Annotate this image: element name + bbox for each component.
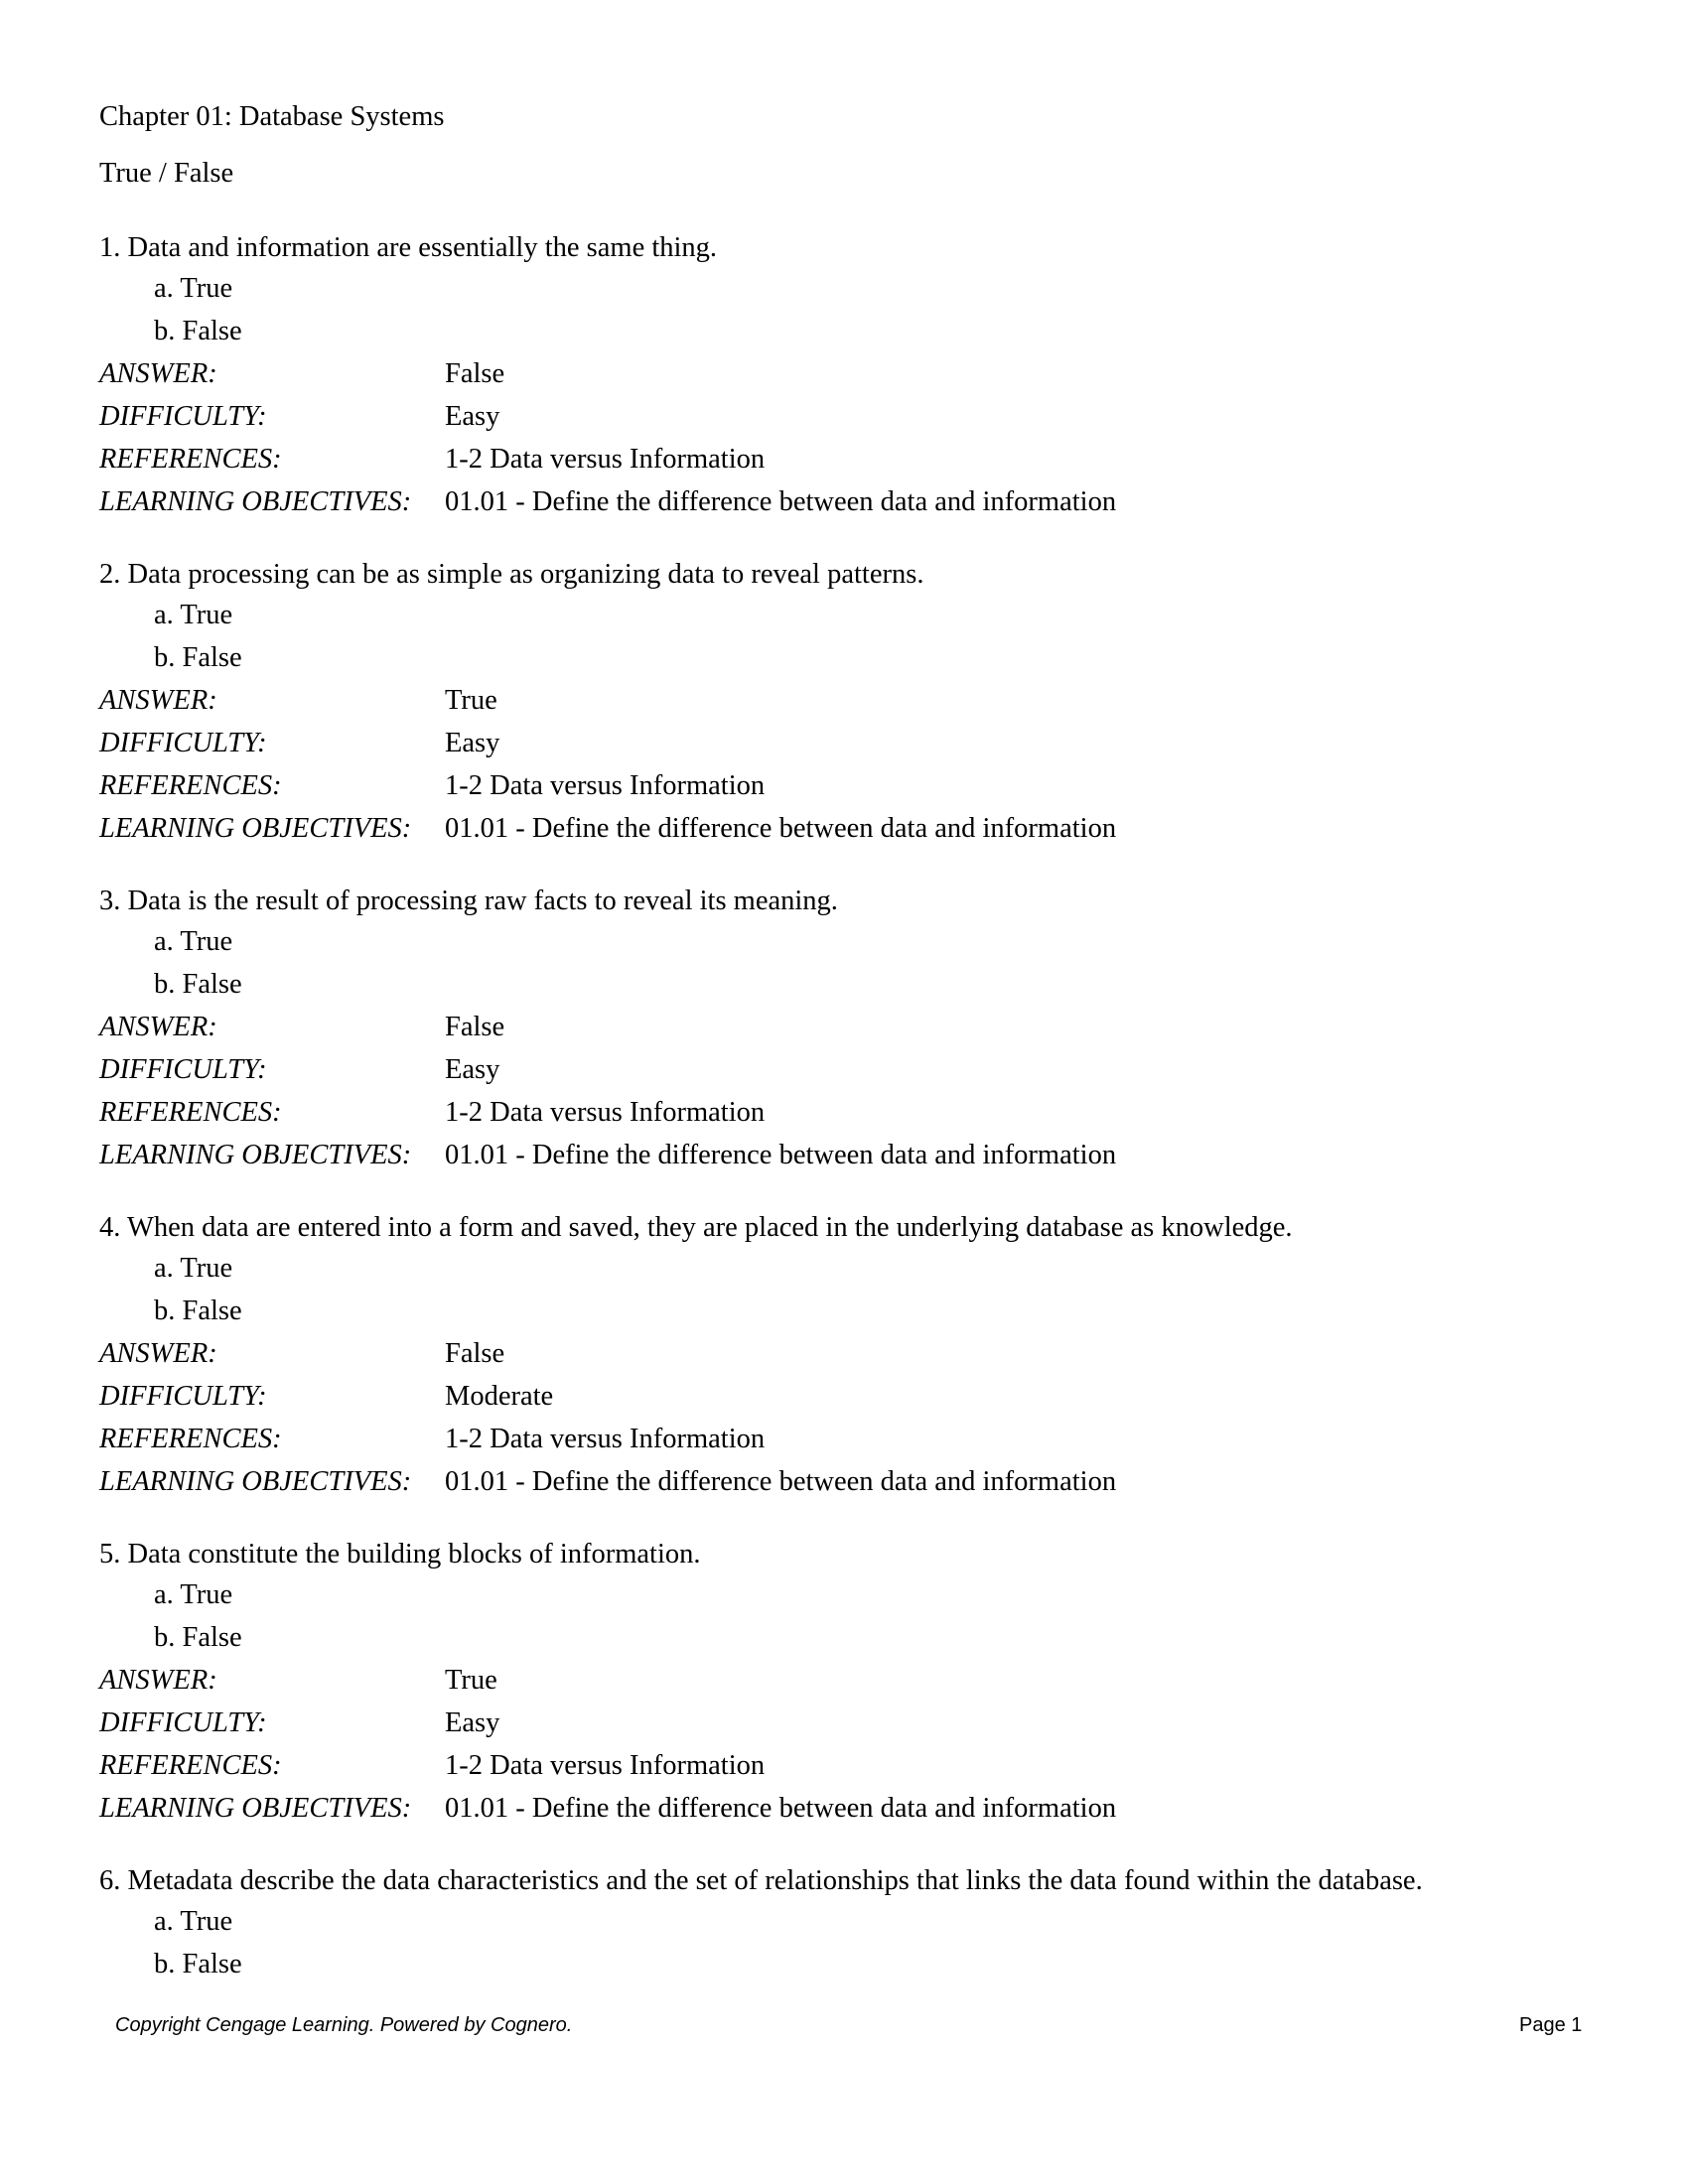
references-label: REFERENCES: <box>99 1097 282 1128</box>
option-b: b. False <box>154 316 242 346</box>
difficulty-value: Moderate <box>445 1381 554 1412</box>
section-title: True / False <box>99 158 234 189</box>
option-b: b. False <box>154 1296 242 1326</box>
difficulty-value: Easy <box>445 1707 500 1738</box>
learning-objectives-label: LEARNING OBJECTIVES: <box>99 1793 412 1824</box>
learning-objectives-value: 01.01 - Define the difference between data and information <box>445 1793 1117 1824</box>
answer-label: ANSWER: <box>99 358 217 389</box>
answer-value: False <box>445 1012 505 1042</box>
answer-value: False <box>445 358 505 389</box>
option-b: b. False <box>154 1949 242 1979</box>
option-b: b. False <box>154 642 242 673</box>
answer-value: False <box>445 1338 505 1369</box>
learning-objectives-value: 01.01 - Define the difference between data and information <box>445 1466 1117 1497</box>
question-text: 1. Data and information are essentially the same thing. <box>99 232 718 263</box>
question-text: 6. Metadata describe the data characteristics and the set of relationships that links the data found within the database. <box>99 1865 1423 1896</box>
option-a: a. True <box>154 600 233 630</box>
question-text: 5. Data constitute the building blocks of information. <box>99 1539 701 1570</box>
option-a: a. True <box>154 1579 233 1610</box>
references-label: REFERENCES: <box>99 1750 282 1781</box>
answer-label: ANSWER: <box>99 1012 217 1042</box>
difficulty-value: Easy <box>445 728 500 758</box>
learning-objectives-label: LEARNING OBJECTIVES: <box>99 1140 412 1170</box>
answer-label: ANSWER: <box>99 1338 217 1369</box>
difficulty-label: DIFFICULTY: <box>99 1707 267 1738</box>
references-label: REFERENCES: <box>99 1424 282 1454</box>
learning-objectives-value: 01.01 - Define the difference between data and information <box>445 486 1117 517</box>
answer-value: True <box>445 1665 497 1696</box>
difficulty-label: DIFFICULTY: <box>99 1054 267 1085</box>
references-label: REFERENCES: <box>99 770 282 801</box>
footer-page-number: Page 1 <box>1519 2014 1583 2036</box>
difficulty-label: DIFFICULTY: <box>99 1381 267 1412</box>
answer-value: True <box>445 685 497 716</box>
option-a: a. True <box>154 1906 233 1937</box>
learning-objectives-label: LEARNING OBJECTIVES: <box>99 813 412 844</box>
option-a: a. True <box>154 926 233 957</box>
references-value: 1-2 Data versus Information <box>445 1424 766 1454</box>
option-b: b. False <box>154 1622 242 1653</box>
difficulty-value: Easy <box>445 1054 500 1085</box>
option-a: a. True <box>154 273 233 304</box>
references-value: 1-2 Data versus Information <box>445 770 766 801</box>
footer-copyright: Copyright Cengage Learning. Powered by Cognero. <box>115 2014 573 2036</box>
answer-label: ANSWER: <box>99 1665 217 1696</box>
references-value: 1-2 Data versus Information <box>445 1750 766 1781</box>
answer-label: ANSWER: <box>99 685 217 716</box>
learning-objectives-value: 01.01 - Define the difference between data and information <box>445 1140 1117 1170</box>
difficulty-value: Easy <box>445 401 500 432</box>
references-value: 1-2 Data versus Information <box>445 444 766 475</box>
question-text: 4. When data are entered into a form and saved, they are placed in the underlying database as knowledge. <box>99 1212 1293 1243</box>
option-a: a. True <box>154 1253 233 1284</box>
references-label: REFERENCES: <box>99 444 282 475</box>
difficulty-label: DIFFICULTY: <box>99 401 267 432</box>
difficulty-label: DIFFICULTY: <box>99 728 267 758</box>
question-text: 2. Data processing can be as simple as organizing data to reveal patterns. <box>99 559 924 590</box>
learning-objectives-label: LEARNING OBJECTIVES: <box>99 1466 412 1497</box>
question-text: 3. Data is the result of processing raw facts to reveal its meaning. <box>99 886 838 916</box>
learning-objectives-value: 01.01 - Define the difference between data and information <box>445 813 1117 844</box>
chapter-title: Chapter 01: Database Systems <box>99 101 445 132</box>
references-value: 1-2 Data versus Information <box>445 1097 766 1128</box>
option-b: b. False <box>154 969 242 1000</box>
learning-objectives-label: LEARNING OBJECTIVES: <box>99 486 412 517</box>
